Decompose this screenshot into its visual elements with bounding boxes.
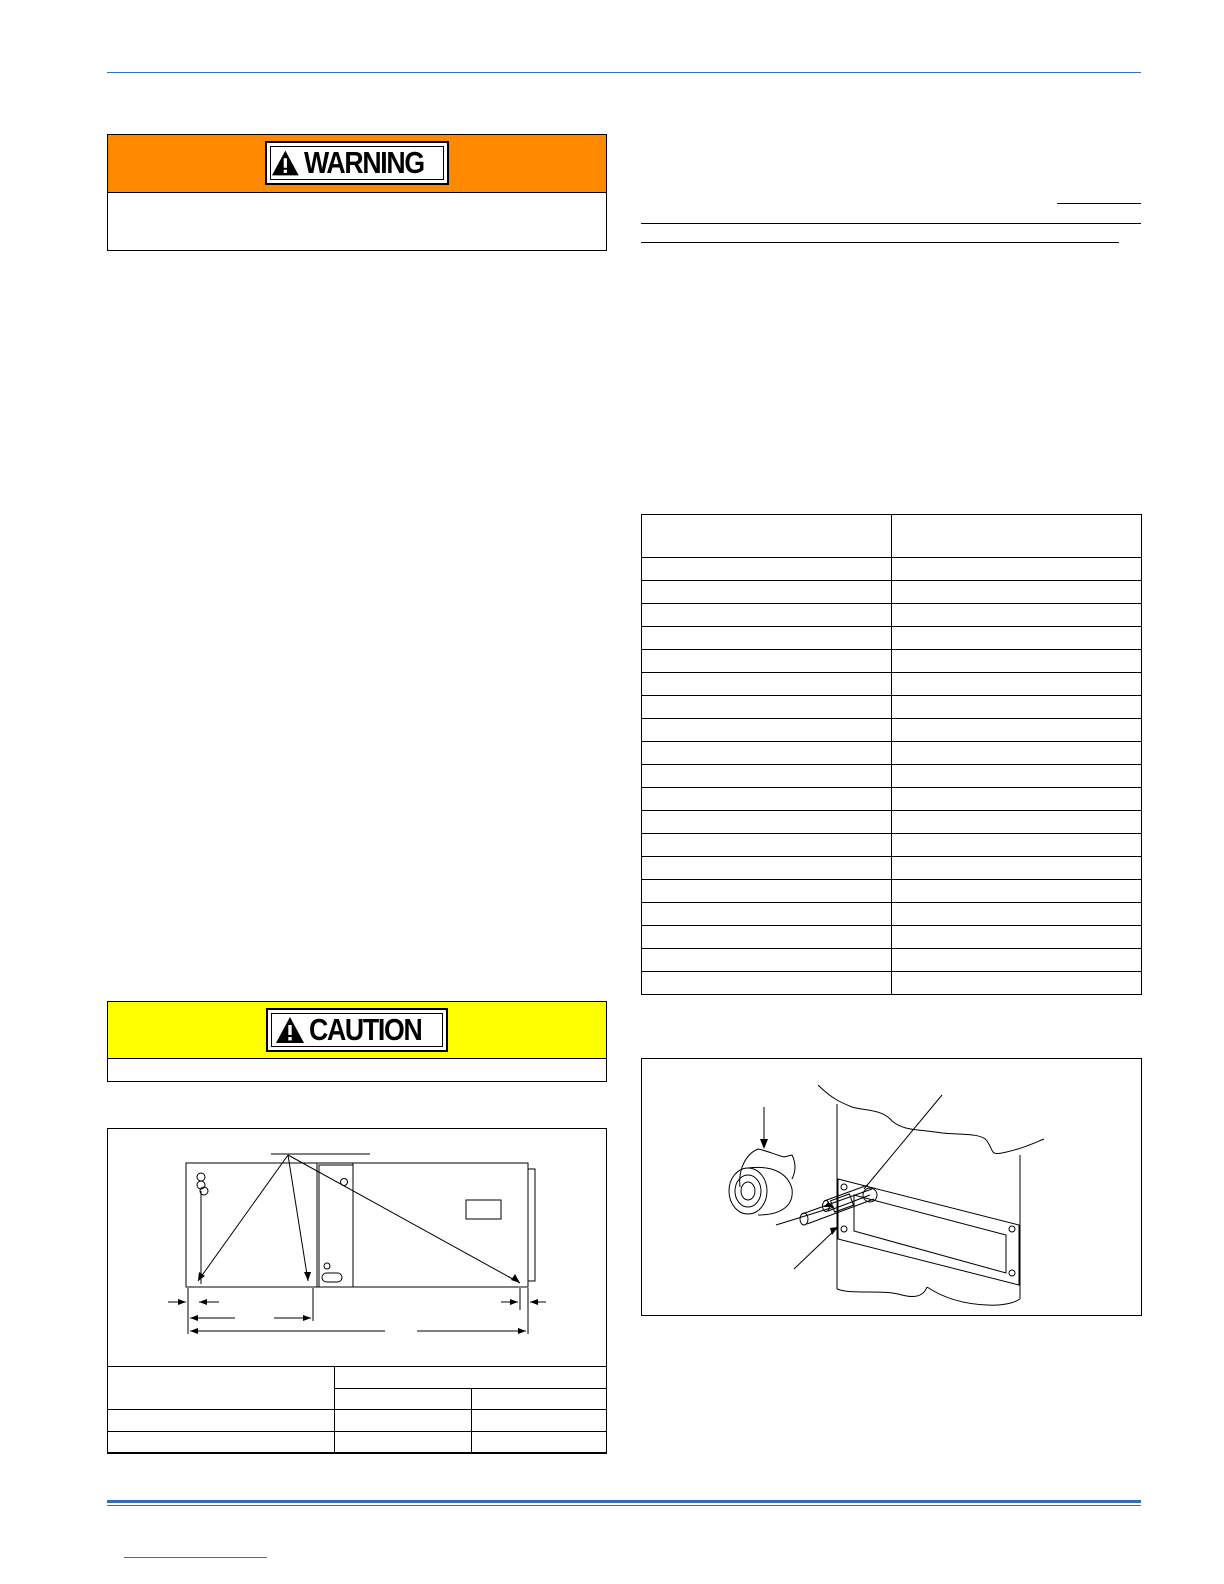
table-row (642, 880, 1142, 903)
text-underline (641, 223, 1141, 224)
caution-header (108, 1002, 606, 1059)
table-row (642, 719, 1142, 742)
caution-label: CAUTION (308, 1012, 422, 1047)
table-row (642, 857, 1142, 880)
table-row (642, 903, 1142, 926)
tape-figure-box (641, 1058, 1142, 1316)
warning-triangle-icon (275, 1016, 305, 1044)
unit-dimension-table (107, 1366, 607, 1453)
table-header-row (642, 515, 1142, 558)
warning-triangle-icon (271, 149, 300, 177)
warning-header (108, 135, 606, 193)
header-rule (107, 72, 1141, 73)
specification-table (641, 514, 1142, 995)
table-header-cell (335, 1367, 607, 1389)
text-underline (1057, 203, 1141, 204)
table-row (642, 650, 1142, 673)
table-row (642, 811, 1142, 834)
caution-box (107, 1001, 607, 1082)
table-row (642, 949, 1142, 972)
footer-link-underline (124, 1557, 267, 1558)
footer-rule-thin (107, 1505, 1141, 1506)
table-header-cell (335, 1389, 472, 1410)
table-row (108, 1432, 607, 1453)
table-row (642, 604, 1142, 627)
air-handler-unit-outline-icon (108, 1129, 606, 1365)
table-row (642, 765, 1142, 788)
table-row (642, 926, 1142, 949)
table-row (108, 1410, 607, 1432)
text-underline (641, 242, 1119, 243)
warning-label: WARNING (303, 145, 424, 180)
insulation-tape-roll-connection-icon (642, 1059, 1141, 1315)
caution-sign (266, 1008, 448, 1052)
table-row (642, 696, 1142, 719)
table-row (642, 972, 1142, 995)
table-row (642, 581, 1142, 604)
warning-box (107, 134, 607, 251)
table-header-cell (108, 1367, 335, 1410)
unit-figure-box (107, 1128, 607, 1454)
footer-rule (107, 1500, 1141, 1503)
warning-sign (265, 141, 449, 185)
table-row (642, 788, 1142, 811)
table-row (642, 558, 1142, 581)
table-row (642, 627, 1142, 650)
table-header-cell (472, 1389, 607, 1410)
table-row (642, 673, 1142, 696)
table-row (642, 742, 1142, 765)
table-row (642, 834, 1142, 857)
